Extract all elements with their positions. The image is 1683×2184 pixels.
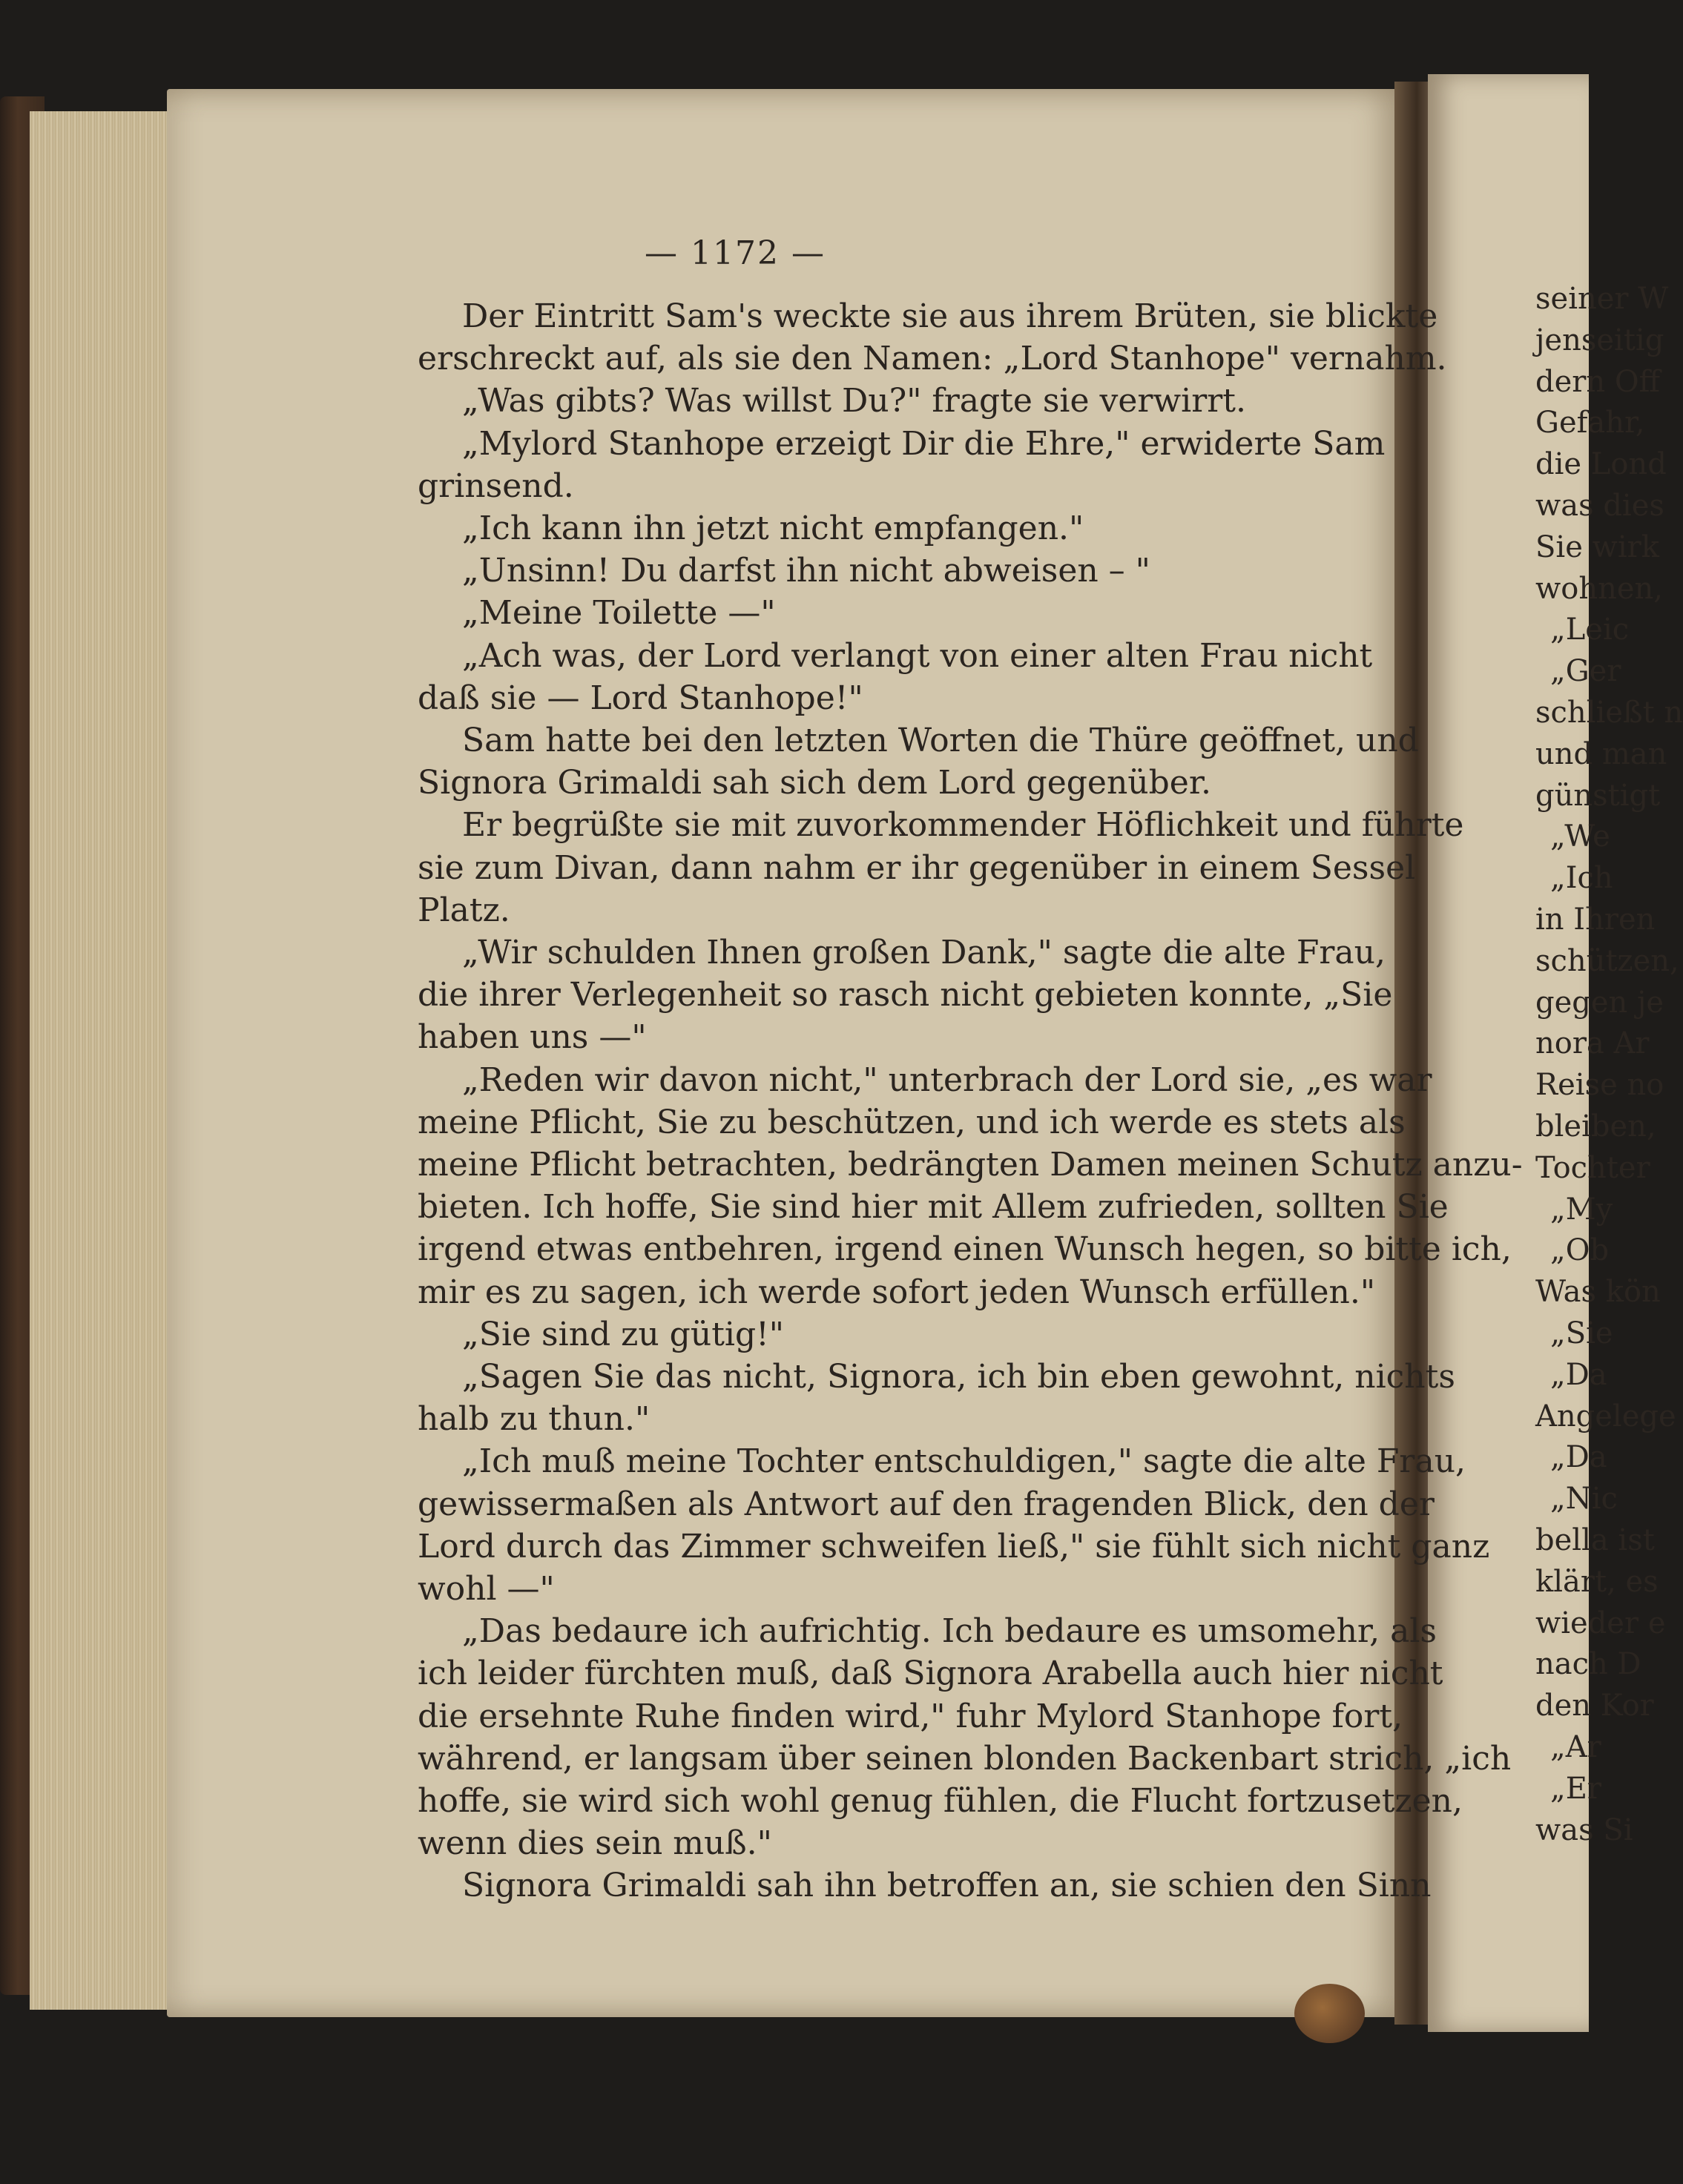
next-page-fragment: „Da [1550,1440,1607,1475]
next-page-fragment: Reise no [1535,1068,1664,1103]
next-page-fragment: Tochter [1535,1150,1650,1185]
next-page-fragment: bleiben, [1535,1109,1656,1144]
text-line: „Ach was, der Lord verlangt von einer alten Frau nicht [462,636,1373,675]
text-line: „Das bedaure ich aufrichtig. Ich bedaure es umsomehr, als [462,1612,1437,1651]
next-page-fragment: „Ger [1550,654,1621,689]
next-page-fragment: „Er [1550,1771,1602,1806]
text-line: „Sagen Sie das nicht, Signora, ich bin eben gewohnt, nichts [462,1358,1455,1396]
text-line: haben uns —" [418,1018,647,1057]
next-page-fragment: gegen je [1535,985,1664,1020]
next-page-fragment: „Da [1550,1357,1607,1392]
next-page-fragment: „Ob [1550,1233,1610,1268]
next-page-fragment: wieder e [1535,1606,1666,1640]
next-page-fragment: die Lond [1535,447,1667,482]
text-line: gewissermaßen als Antwort auf den fragenden Blick, den der [418,1485,1435,1523]
next-page-fragment: bella ist [1535,1523,1655,1557]
text-line: während, er langsam über seinen blonden Backenbart strich, „ich [418,1739,1512,1778]
text-line: halb zu thun." [418,1400,651,1439]
next-page-fragment: Gefahr, [1535,406,1645,441]
next-page-fragment: was dies [1535,489,1664,523]
text-line: „Was gibts? Was willst Du?" fragte sie verwirrt. [462,382,1246,420]
next-page-fragment: wohnen, [1535,571,1663,606]
next-page-fragment: „Nic [1550,1482,1618,1517]
text-line: Er begrüßte sie mit zuvorkommender Höflichkeit und führte [462,806,1464,845]
text-line: wenn dies sein muß." [418,1824,772,1863]
text-line: „Wir schulden Ihnen großen Dank," sagte die alte Frau, [462,934,1386,971]
text-line: wohl —" [418,1570,555,1608]
text-line: irgend etwas entbehren, irgend einen Wunsch hegen, so bitte ich, [418,1230,1512,1269]
next-page-fragment: schützen, [1535,943,1679,978]
text-line: Signora Grimaldi sah sich dem Lord gegenüber. [418,764,1212,802]
next-page-fragment: Was kön [1535,1275,1661,1310]
text-line: Lord durch das Zimmer schweifen ließ," sie fühlt sich nicht ganz [418,1527,1490,1566]
next-page-fragment: „Sie [1550,1316,1613,1350]
text-line: die ersehnte Ruhe finden wird," fuhr Mylord Stanhope fort, [418,1697,1403,1735]
text-line: Platz. [418,891,510,929]
page-number: — 1172 — [645,234,826,272]
text-line: erschreckt auf, als sie den Namen: „Lord Stanhope" vernahm. [418,340,1447,378]
page-block-edges [30,111,176,2010]
text-line: daß sie — Lord Stanhope!" [418,679,863,717]
next-page-fragment: „Ich [1550,861,1613,896]
text-line: „Sie sind zu gütig!" [462,1315,785,1353]
next-page-fragment: seiner W [1535,282,1669,316]
text-line: bieten. Ich hoffe, Sie sind hier mit Allem zufrieden, sollten Sie [418,1188,1449,1227]
ink-blot-mark [1294,1984,1365,2043]
next-page-fragment: schließt n [1535,696,1683,730]
next-page-fragment: den Kor [1535,1689,1654,1723]
text-line: meine Pflicht, Sie zu beschützen, und ich werde es stets als [418,1103,1406,1141]
next-page-fragment: „Ar [1550,1730,1601,1764]
next-page-fragment: günstigt [1535,778,1661,813]
next-page-fragment: in Ihren [1535,903,1656,937]
text-line: Der Eintritt Sam's weckte sie aus ihrem Brüten, sie blickte [462,297,1438,335]
text-line: „Unsinn! Du darfst ihn nicht abweisen – " [462,552,1150,590]
text-line: grinsend. [418,466,574,505]
next-page-fragment: jenseitig [1535,323,1664,357]
text-line: „Meine Toilette —" [462,594,776,633]
next-page-fragment: klärt, es [1535,1564,1659,1599]
next-page-fragment: „We [1550,819,1610,854]
text-line: „Reden wir davon nicht," unterbrach der Lord sie, „es war [462,1060,1432,1099]
next-page-fragment: nach D [1535,1647,1641,1682]
text-line: hoffe, sie wird sich wohl genug fühlen, die Flucht fortzusetzen, [418,1782,1463,1820]
text-line: ich leider fürchten muß, daß Signora Arabella auch hier nicht [418,1655,1443,1693]
text-line: „Ich kann ihn jetzt nicht empfangen." [462,509,1084,547]
next-page-fragment: „My [1550,1192,1613,1227]
next-page-fragment: und man [1535,736,1667,771]
text-line: die ihrer Verlegenheit so rasch nicht gebieten konnte, „Sie [418,976,1393,1015]
text-line: meine Pflicht betrachten, bedrängten Damen meinen Schutz anzu- [418,1146,1523,1184]
text-line: „Mylord Stanhope erzeigt Dir die Ehre," erwiderte Sam [462,424,1386,463]
next-page-fragment: „Leic [1550,613,1630,647]
next-page-fragment: nora Ar [1535,1026,1650,1061]
next-page-fragment: was Si [1535,1812,1633,1847]
text-line: sie zum Divan, dann nahm er ihr gegenüber in einem Sessel [418,848,1416,887]
text-line: Signora Grimaldi sah ihn betroffen an, sie schien den Sinn [462,1867,1432,1905]
text-line: Sam hatte bei den letzten Worten die Thüre geöffnet, und [462,722,1419,759]
text-line: „Ich muß meine Tochter entschuldigen," sagte die alte Frau, [462,1442,1466,1481]
next-page-fragment: dern Off [1535,364,1661,399]
next-page-fragment: Angelege [1535,1399,1676,1434]
next-page-fragment: Sie wirk [1535,529,1659,564]
text-line: mir es zu sagen, ich werde sofort jeden Wunsch erfüllen." [418,1273,1376,1311]
